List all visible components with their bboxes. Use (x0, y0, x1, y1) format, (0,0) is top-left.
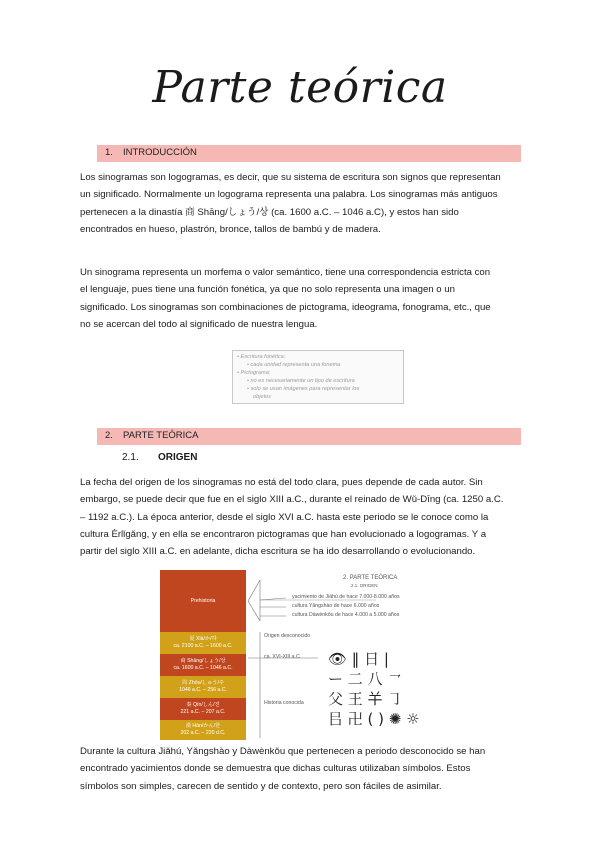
block-label: 秦 Qín/しん/진 221 a.C. – 207 a.C. (180, 702, 226, 715)
timeline-block-han (160, 720, 246, 740)
timeline-block-prehistoria (160, 570, 246, 632)
text-line: Los sinogramas son logogramas, es decir, que su sistema de escritura son signos que representan (80, 172, 501, 183)
block-label: 夏 Xià/か/하 ca. 2100 a.C. – 1600 a.C. (173, 636, 233, 649)
section-heading-introduccion (97, 145, 521, 162)
section-heading-parte-teorica (97, 428, 521, 445)
block-label: 漢 Hàn/かん/한 202 a.C. – 220 d.C. (180, 723, 226, 736)
origin-timeline-figure (160, 570, 462, 740)
text-line: partir del siglo XIII a.C. en adelante, dicha escritura se ha ido desarrollando o evolucionando. (80, 546, 476, 558)
bullet-line: • cada unidad representa una fonema (247, 362, 341, 368)
text-line: – 1192 a.C.). La época anterior, desde el siglo XVI a.C. hasta este periodo se le conoce como la (80, 511, 489, 523)
slide-title: 2. PARTE TEÓRICA (343, 575, 398, 581)
origen-paragraph-1 (80, 474, 520, 560)
note-yangshao: cultura Yǎngshào de hace 6.000 años (292, 603, 380, 609)
section-number: 1. (105, 147, 113, 158)
block-label: 周 Zhōu/しゅう/주 1046 a.C. – 256 a.C. (179, 680, 227, 693)
bullet-line: • Escritura fonética: (237, 354, 286, 360)
subsection-title: ORIGEN (158, 452, 198, 463)
section-number: 2. (105, 430, 113, 441)
pictogram-row: 父 王 𢆉 ㇆ (328, 690, 403, 708)
text-line: encontrados en hueso, plastrón, bronce, tallos de bambú y de madera. (80, 223, 381, 235)
subsection-number: 2.1. (122, 452, 139, 463)
text-line: no se acercan del todo al significado de nuestra lengua. (80, 318, 318, 330)
text-line: Durante la cultura Jiǎhú, Yǎngshào y Dàwènkǒu que pertenecen a periodo desconocido se han (80, 746, 486, 757)
pictogram-row: 㠯 卍 ( ) ✺ ☼ (328, 710, 420, 728)
pictogram-row: ー 二 八 ㇖ (328, 670, 403, 688)
note-origen-desconocido: Origen desconocido (264, 633, 311, 639)
page-title: Parte teórica (152, 62, 448, 113)
bullet-line: • solo se usan imágenes para representar los (247, 386, 360, 392)
bullet-slide-image (232, 350, 404, 404)
timeline-block-shang (160, 654, 246, 676)
bullet-line: • no es necesariamente un tipo de escritura (247, 378, 355, 384)
section-label: INTRODUCCIÓN (123, 147, 197, 158)
block-label: Prehistoria (190, 597, 216, 604)
text-line: cultura Èrlǐgǎng, y en ella se encontraron pictogramas que han evolucionado a logogramas. Y a (80, 528, 487, 540)
section-label: PARTE TEÓRICA (123, 430, 199, 441)
text-line: el lenguaje, pues tiene una función fonética, ya que no solo representa una imagen o un (80, 284, 455, 296)
intro-paragraph-2 (80, 264, 520, 333)
timeline-block-xia (160, 632, 246, 654)
intro-paragraph-1 (80, 169, 520, 238)
note-dawenkou: cultura Dàwènkǒu de hace 4.000 a 5.000 años (292, 612, 400, 618)
origen-paragraph-2 (80, 743, 520, 795)
timeline-block-qin (160, 698, 246, 720)
text-line: embargo, se puede decir que fue en el siglo XIII a.C., durante el reinado de Wǔ-Dīng (ca. 1250 a.C. (80, 494, 504, 506)
timeline-block-zhou (160, 676, 246, 698)
bullet-line: objetos (253, 394, 272, 400)
text-line: un significado. Normalmente un logograma representa una palabra. Los sinogramas más antiguos (80, 189, 498, 201)
text-line: símbolos son simples, carecen de sentido y de contexto, pero son fáciles de asimilar. (80, 780, 442, 792)
slide-subtitle: 2.1. ORIGEN (351, 583, 378, 588)
note-ca-xvi-xiii: ca. XVI-XIII a.C. (264, 654, 302, 660)
block-label: 商 Shāng/しょう/상 ca. 1600 a.C. – 1046 a.C. (173, 658, 233, 671)
note-jiahu: yacimiento de Jiǎhú de hace 7.000-8.000 años (292, 594, 400, 600)
bullet-line: • Pictograma: (237, 370, 271, 376)
text-line: La fecha del origen de los sinogramas no está del todo clara, pues depende de cada autor. Sin (80, 477, 483, 488)
text-line: significado. Los sinogramas son combinaciones de pictograma, ideograma, fonograma, etc., que (80, 301, 491, 313)
note-historia-conocida: Historia conocida (264, 700, 304, 706)
pictogram-row: 👁 ‖ 日 | (328, 650, 389, 668)
text-line: Un sinograma representa un morfema o valor semántico, tiene una correspondencia estricta con (80, 267, 491, 278)
text-line: encontrado yacimientos donde se demuestra que dichas culturas utilizaban símbolos. Estos (80, 763, 471, 775)
text-line: pertenecen a la dinastía 商 Shāng/しょう/상 (ca. 1600 a.C. – 1046 a.C), y estos han sido (80, 206, 459, 218)
